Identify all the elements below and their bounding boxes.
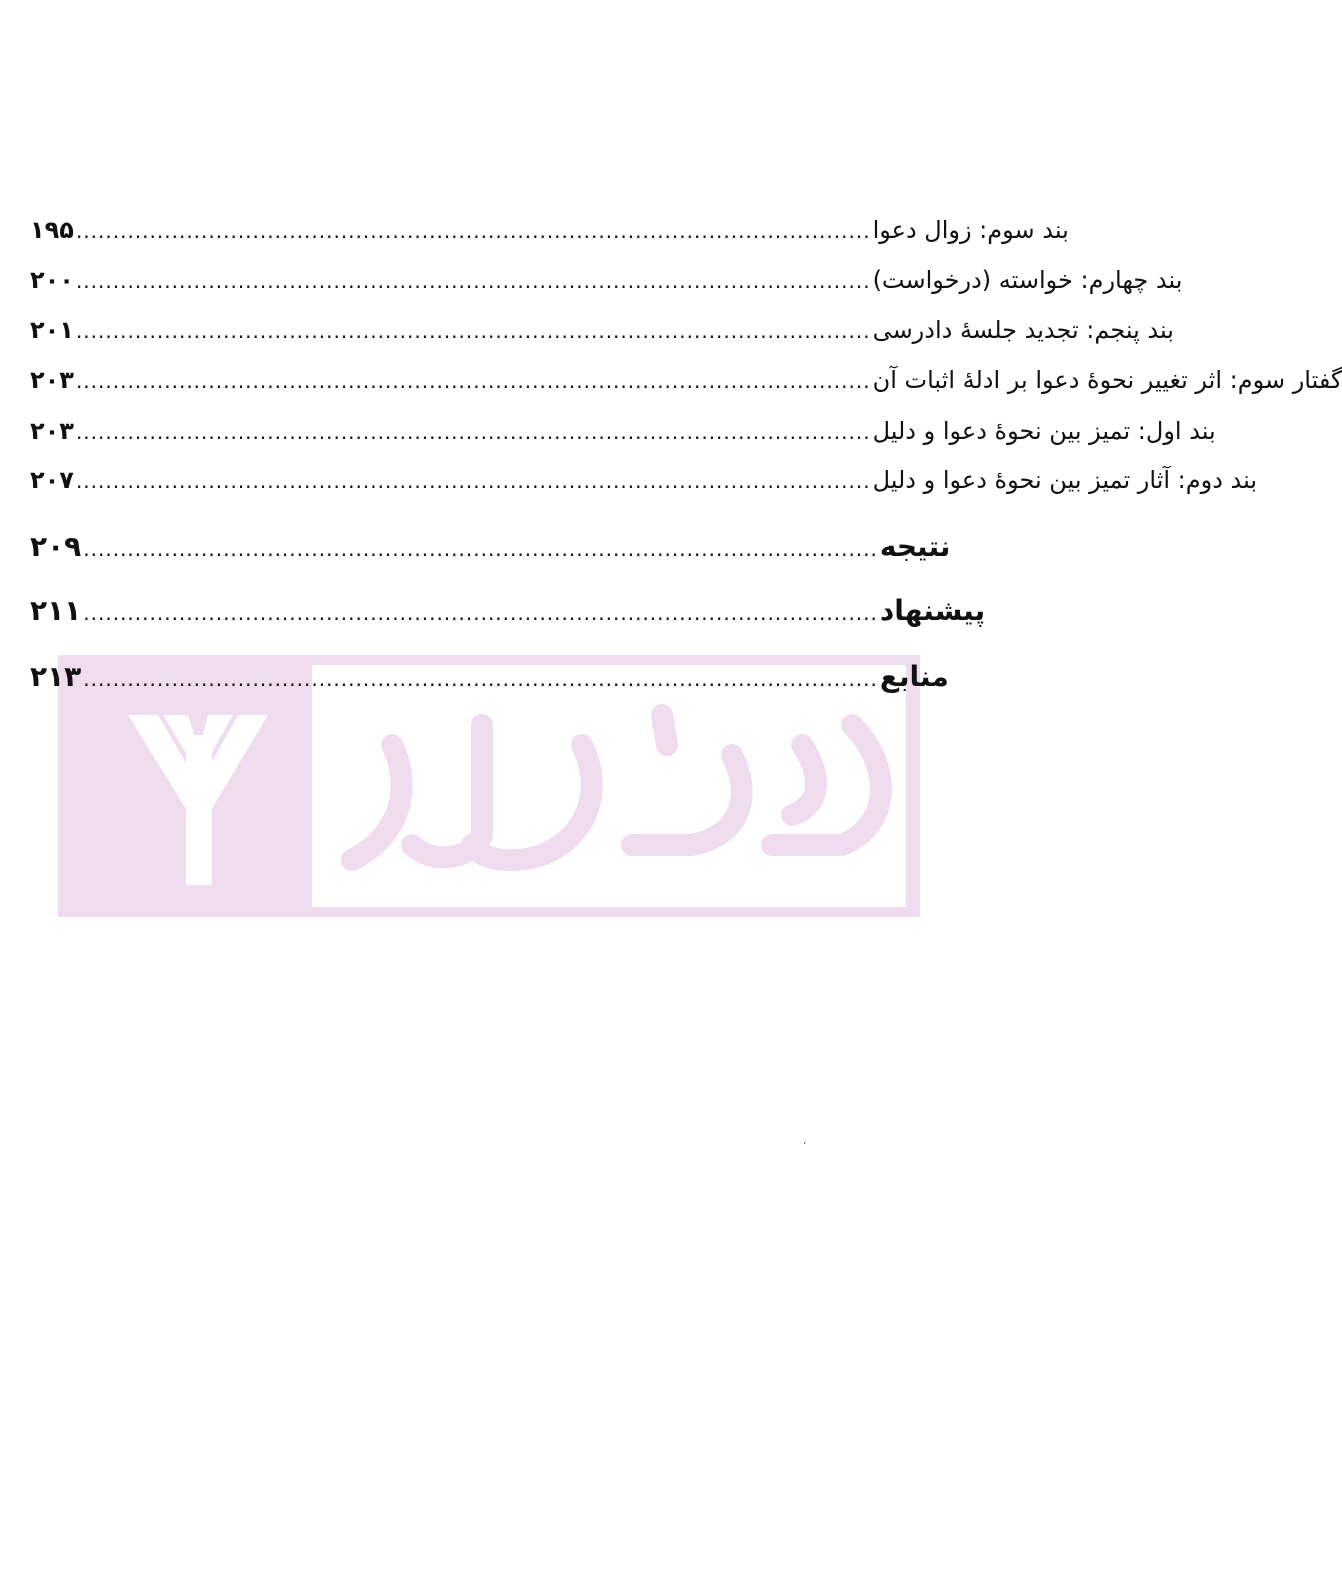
toc-entry[interactable] xyxy=(30,417,1216,445)
toc-entry-label: بند اول: تمیز بین نحوهٔ دعوا و دلیل xyxy=(872,417,1216,445)
toc-entry-label: گفتار سوم: اثر تغییر نحوهٔ دعوا بر ادلهٔ اثبات آن xyxy=(872,366,1342,394)
stray-mark: ، xyxy=(803,1136,807,1147)
toc-entry[interactable] xyxy=(30,216,1069,244)
toc-page-number: ۲۰۳ xyxy=(30,417,74,445)
toc-page-number: ۱۹۵ xyxy=(30,216,74,244)
toc-entry-label: بند چهارم: خواسته (درخواست) xyxy=(872,266,1183,294)
toc-dot-leader: ............................................................................................................ xyxy=(75,219,871,243)
toc-dot-leader: ............................................................................................................ xyxy=(75,369,871,393)
toc-page-number: ۲۱۱ xyxy=(30,594,82,627)
toc-page-number: ۲۰۷ xyxy=(30,466,74,494)
toc-entry[interactable] xyxy=(30,366,1342,394)
toc-entry[interactable] xyxy=(30,316,1174,344)
toc-dot-leader: ............................................................................................................ xyxy=(83,601,878,625)
toc-entry[interactable] xyxy=(30,594,986,627)
toc-entry-label: بند پنجم: تجدید جلسهٔ دادرسی xyxy=(872,316,1174,344)
toc-entry-label: پیشنهاد xyxy=(879,594,986,627)
toc-entry-label: نتیجه xyxy=(879,530,951,563)
toc-entry-label: منابع xyxy=(879,660,949,693)
toc-page-number: ۲۰۱ xyxy=(30,316,74,344)
toc-entry[interactable] xyxy=(30,530,951,563)
toc-dot-leader: ............................................................................................................ xyxy=(83,537,878,561)
toc-dot-leader: ............................................................................................................ xyxy=(75,269,871,293)
toc-entry-label: بند سوم: زوال دعوا xyxy=(872,216,1069,244)
toc-dot-leader: ............................................................................................................ xyxy=(75,319,871,343)
toc-entry[interactable] xyxy=(30,466,1258,494)
toc-page-number: ۲۰۹ xyxy=(30,530,82,563)
toc-page-number: ۲۰۰ xyxy=(30,266,74,294)
toc-dot-leader: ............................................................................................................ xyxy=(75,469,871,493)
toc-entry-label: بند دوم: آثار تمیز بین نحوهٔ دعوا و دلیل xyxy=(872,466,1258,494)
toc-dot-leader: ............................................................................................................ xyxy=(75,420,871,444)
toc-entry[interactable] xyxy=(30,266,1183,294)
toc-page-number: ۲۱۳ xyxy=(30,660,82,693)
toc-page-number: ۲۰۳ xyxy=(30,366,74,394)
toc-dot-leader: ............................................................................................................ xyxy=(83,667,878,691)
toc-entry[interactable] xyxy=(30,660,949,693)
